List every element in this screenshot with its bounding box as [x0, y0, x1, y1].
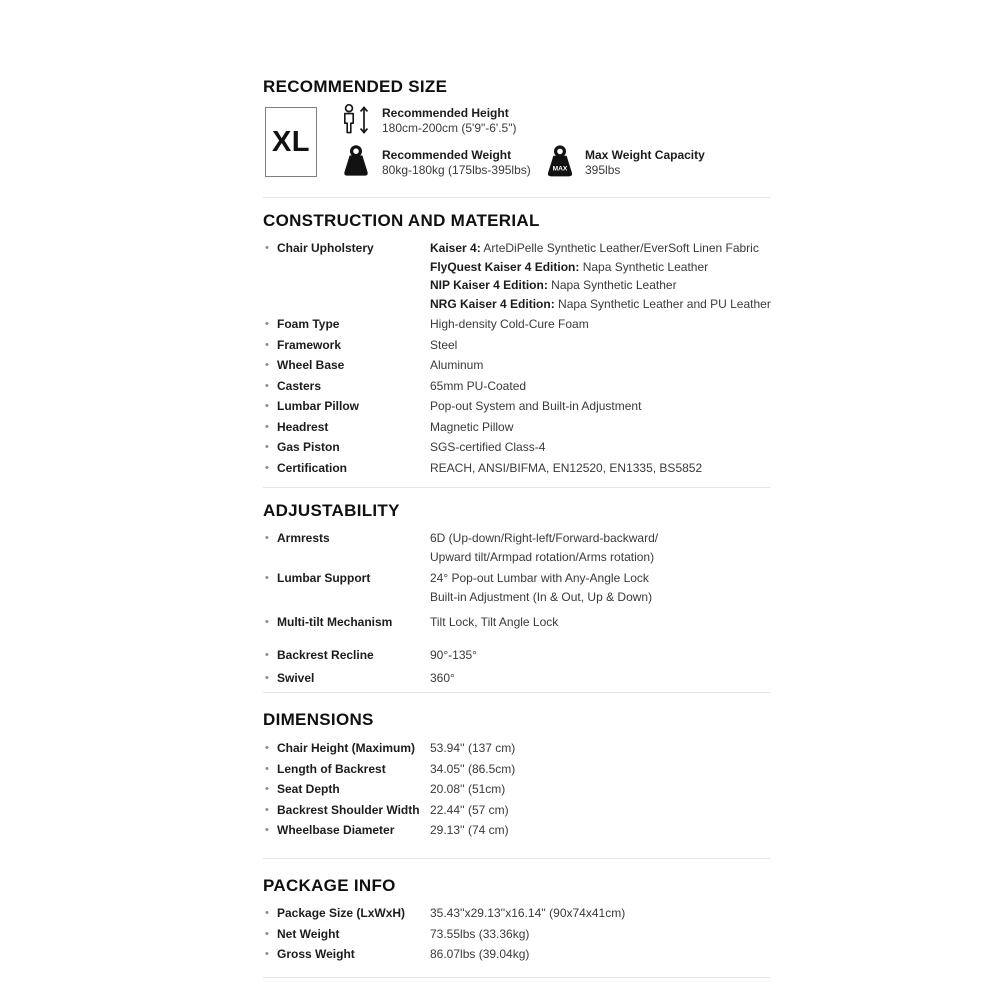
spec-value-text: Tilt Lock, Tilt Angle Lock [430, 615, 559, 629]
spec-label: • Lumbar Pillow [263, 397, 430, 416]
spec-row [263, 945, 775, 964]
spec-value-text: Napa Synthetic Leather and PU Leather [554, 296, 771, 311]
spec-value [430, 239, 771, 313]
spec-value-line [430, 588, 652, 607]
spec-label: • Wheelbase Diameter [263, 821, 430, 840]
spec-value-text: Upward tilt/Armpad rotation/Arms rotation) [430, 549, 655, 564]
spec-label: • Backrest Recline [263, 646, 430, 665]
spec-row [263, 336, 775, 355]
spec-value-line [430, 258, 771, 277]
spec-label: • Seat Depth [263, 780, 430, 799]
recommended-weight-label: Recommended Weight [382, 148, 512, 162]
spec-value [430, 613, 558, 632]
spec-value [430, 646, 477, 665]
spec-row [263, 438, 775, 457]
spec-value [430, 780, 505, 799]
spec-row [263, 239, 775, 313]
spec-value [430, 904, 625, 923]
spec-row [263, 377, 775, 396]
section-divider [263, 977, 770, 978]
spec-value-line [430, 669, 455, 688]
max-weight-value: 395lbs [585, 163, 621, 177]
spec-value-text: Steel [430, 337, 458, 352]
spec-value-line [430, 315, 589, 334]
spec-value [430, 438, 545, 457]
spec-row [263, 613, 775, 632]
spec-label: • Gas Piston [263, 438, 430, 457]
section-title-package: PACKAGE INFO [263, 876, 396, 895]
spec-value-text: Napa Synthetic Leather [547, 278, 677, 292]
spec-value [430, 739, 515, 758]
recommended-height-value: 180cm-200cm (5'9"-6'.5") [382, 121, 517, 135]
spec-label: • Lumbar Support [263, 569, 430, 606]
spec-value-line [430, 397, 641, 416]
construction-rows [263, 239, 775, 479]
spec-value [430, 418, 513, 437]
spec-value-line [430, 569, 652, 588]
spec-value-line [430, 945, 529, 964]
spec-label: • Package Size (LxWxH) [263, 904, 430, 923]
spec-label: • Casters [263, 377, 430, 396]
spec-value-text: 29.13'' (74 cm) [430, 823, 509, 837]
spec-value-text: 360° [430, 671, 455, 685]
spec-value-line [430, 356, 483, 375]
spec-value [430, 801, 509, 820]
package-rows [263, 904, 775, 966]
spec-label: • Chair Height (Maximum) [263, 739, 430, 758]
spec-value-text: Magnetic Pillow [430, 419, 514, 434]
spec-value [430, 315, 589, 334]
spec-label: • Wheel Base [263, 356, 430, 375]
spec-value-text: REACH, ANSI/BIFMA, EN12520, EN1335, BS5852 [430, 460, 703, 475]
spec-value [430, 377, 526, 396]
spec-row [263, 356, 775, 375]
size-badge-label: XL [271, 125, 311, 158]
spec-value [430, 760, 515, 779]
spec-value-line [430, 459, 702, 478]
adjustability-rows [263, 529, 775, 690]
spec-value-text: ArteDiPelle Synthetic Leather/EverSoft Linen Fabric [480, 241, 759, 255]
max-weight-label: Max Weight Capacity [585, 148, 705, 162]
section-title-recommended-size: RECOMMENDED SIZE [263, 77, 448, 96]
spec-row [263, 925, 775, 944]
spec-value-line [430, 276, 771, 295]
spec-value-text: 73.55lbs (33.36kg) [430, 926, 530, 941]
spec-value-bold: Kaiser 4: [430, 241, 481, 255]
spec-row [263, 646, 775, 665]
spec-value-line [430, 438, 545, 457]
spec-row [263, 397, 775, 416]
spec-value [430, 945, 529, 964]
spec-value [430, 459, 702, 478]
spec-row [263, 801, 775, 820]
spec-value-line [430, 529, 658, 548]
section-title-adjustability: ADJUSTABILITY [263, 501, 400, 520]
spec-value-text: 90°-135° [430, 647, 477, 662]
spec-row [263, 459, 775, 478]
max-weight-item [544, 145, 705, 179]
spec-value-line [430, 336, 457, 355]
spec-row [263, 821, 775, 840]
spec-row [263, 418, 775, 437]
spec-row [263, 760, 775, 779]
spec-row [263, 529, 775, 566]
spec-value-bold: FlyQuest Kaiser 4 Edition: [430, 259, 580, 274]
section-divider [263, 487, 770, 488]
spec-label: • Length of Backrest [263, 760, 430, 779]
spec-row [263, 780, 775, 799]
spec-value-line [430, 904, 625, 923]
spec-value [430, 529, 658, 566]
section-divider [263, 692, 770, 693]
spec-value-line [430, 418, 513, 437]
recommended-height-item [339, 103, 516, 137]
spec-value-text: SGS-certified Class-4 [430, 440, 546, 454]
spec-value-line [430, 760, 515, 779]
spec-value-text: 6D (Up-down/Right-left/Forward-backward/ [430, 531, 659, 545]
spec-value-text: 86.07lbs (39.04kg) [430, 947, 530, 961]
spec-value [430, 569, 652, 606]
spec-row [263, 569, 775, 606]
spec-label: • Swivel [263, 669, 430, 688]
spec-label: • Framework [263, 336, 430, 355]
spec-label: • Foam Type [263, 315, 430, 334]
spec-label: • Gross Weight [263, 945, 430, 964]
spec-label: • Multi-tilt Mechanism [263, 613, 430, 632]
section-divider [263, 197, 770, 198]
spec-value-text: 24° Pop-out Lumbar with Any-Angle Lock [430, 571, 649, 585]
spec-label: • Chair Upholstery [263, 239, 430, 313]
spec-value-line [430, 801, 509, 820]
spec-value-line [430, 739, 515, 758]
spec-value-text: 20.08'' (51cm) [430, 782, 506, 796]
spec-value [430, 821, 509, 840]
spec-value-line [430, 239, 771, 258]
spec-label: • Certification [263, 459, 430, 478]
spec-value-text: Aluminum [430, 358, 484, 372]
spec-row [263, 669, 775, 688]
spec-value [430, 336, 457, 355]
spec-value-line [430, 780, 505, 799]
spec-value-text: 53.94'' (137 cm) [430, 741, 516, 755]
person-height-icon [339, 103, 375, 137]
recommended-weight-item [341, 145, 531, 178]
spec-value-line [430, 295, 771, 314]
spec-value-line [430, 613, 558, 632]
spec-value-text: Built-in Adjustment (In & Out, Up & Down) [430, 589, 653, 604]
spec-label: • Headrest [263, 418, 430, 437]
spec-value-line [430, 377, 526, 396]
dimensions-rows [263, 739, 775, 842]
section-title-dimensions: DIMENSIONS [263, 710, 374, 729]
spec-label: • Backrest Shoulder Width [263, 801, 430, 820]
section-title-construction: CONSTRUCTION AND MATERIAL [263, 211, 540, 230]
recommended-weight-value: 80kg-180kg (175lbs-395lbs) [382, 163, 531, 177]
spec-label: • Armrests [263, 529, 430, 566]
spec-label: • Net Weight [263, 925, 430, 944]
spec-value-text: High-density Cold-Cure Foam [430, 317, 589, 331]
spec-value-line [430, 821, 509, 840]
spec-value [430, 356, 483, 375]
spec-value-text: Napa Synthetic Leather [579, 259, 709, 274]
spec-value-text: 65mm PU-Coated [430, 378, 527, 393]
spec-value-text: Pop-out System and Built-in Adjustment [430, 399, 642, 413]
recommended-height-label: Recommended Height [382, 106, 509, 120]
spec-value [430, 397, 641, 416]
spec-value-text: 34.05'' (86.5cm) [430, 761, 516, 776]
spec-value-line [430, 548, 658, 567]
spec-value [430, 925, 529, 944]
section-divider [263, 858, 770, 859]
spec-row [263, 739, 775, 758]
spec-value-bold: NIP Kaiser 4 Edition: [430, 278, 548, 292]
spec-value-text: 35.43''x29.13''x16.14'' (90x74x41cm) [430, 906, 626, 920]
spec-value-text: 22.44'' (57 cm) [430, 802, 509, 817]
spec-value-line [430, 925, 529, 944]
spec-row [263, 315, 775, 334]
spec-row [263, 904, 775, 923]
max-weight-icon-label: MAX [552, 165, 568, 173]
max-weight-icon [544, 145, 576, 179]
spec-value-bold: NRG Kaiser 4 Edition: [430, 296, 555, 311]
spec-value-line [430, 646, 477, 665]
weight-icon [341, 145, 371, 178]
size-badge [265, 107, 317, 177]
spec-value [430, 669, 455, 688]
